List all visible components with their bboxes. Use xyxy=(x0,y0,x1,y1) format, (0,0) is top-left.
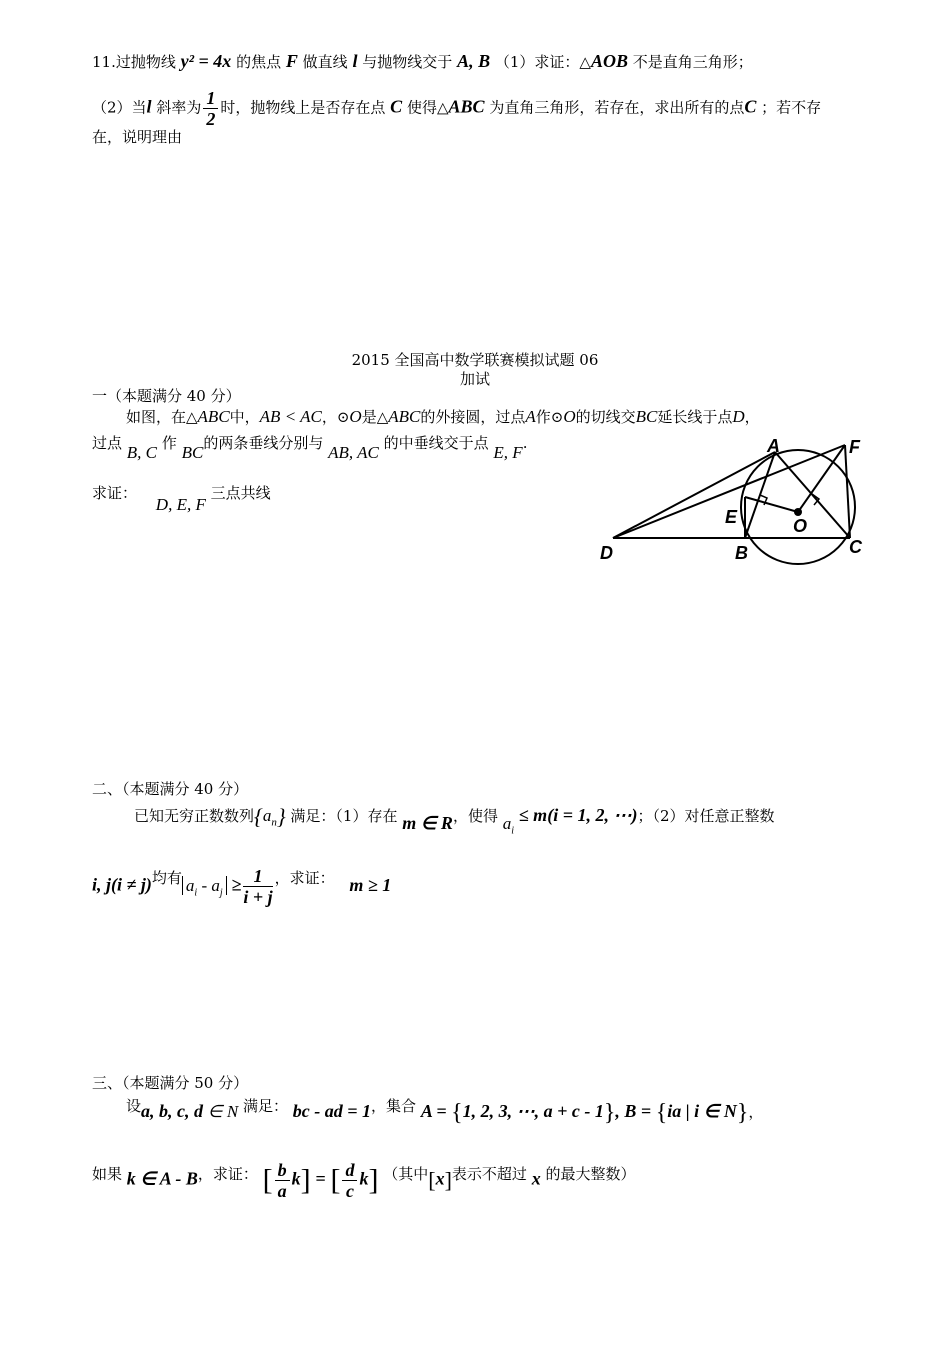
text-segment: 如果 xyxy=(92,1164,123,1183)
problem11-line2 xyxy=(92,88,821,129)
math-term: B, C xyxy=(126,443,158,462)
slope-fraction xyxy=(203,88,218,129)
fraction-denominator: 2 xyxy=(206,109,216,129)
fraction-numerator: b xyxy=(275,1160,290,1181)
math-term: ≥ xyxy=(231,874,242,895)
perp-c xyxy=(845,445,850,538)
figure-label-o: O xyxy=(793,516,808,536)
fraction-denominator: i + j xyxy=(243,887,273,907)
page-subtitle: 加试 xyxy=(459,370,490,388)
math-term: O xyxy=(349,407,362,426)
text-segment: 为直角三角形，若存在，求出所有的点 xyxy=(489,98,745,117)
text-segment: 作⊙ xyxy=(535,408,564,426)
fraction-numerator: d xyxy=(342,1160,357,1181)
text-segment: ，使得 xyxy=(452,807,498,825)
part2-line1: 已知无穷正数数列$\{a_n\}$ 满足：（1）存在 m ∈ R，使得 $a_i \le m(i = 1$, 2, ⋯)；（2）对任意正整数 xyxy=(134,804,775,837)
text-segment: 使得△ xyxy=(406,98,449,117)
text-segment: 斜率为 xyxy=(156,98,202,117)
line-label: l xyxy=(146,96,152,117)
math-subscript: n xyxy=(271,816,277,829)
math-term: m ≥ 1 xyxy=(349,874,392,895)
math-term: , B = xyxy=(615,1101,656,1121)
figure-label-a: A xyxy=(767,436,780,456)
problem11-line3: 在，说明理由 xyxy=(92,128,183,146)
part1-line2 xyxy=(92,432,528,462)
points-ab: A, B xyxy=(457,51,491,71)
text-segment: 时，抛物线上是否存在点 xyxy=(220,98,386,117)
text-segment: 做直线 xyxy=(302,53,348,71)
center-o-dot xyxy=(794,508,802,516)
math-term: E, F xyxy=(493,443,523,462)
fraction-numerator: 1 xyxy=(243,866,272,887)
point-c: C xyxy=(744,96,757,117)
math-term: i = 1, 2, ⋯ xyxy=(553,805,632,825)
text-segment: ，求证： xyxy=(197,1164,258,1183)
math-subscript: i xyxy=(194,886,198,898)
math-term: 1, 2, 3, ⋯, a + c - 1 xyxy=(462,1101,604,1121)
part2-heading: 二、（本题满分 40 分） xyxy=(92,780,249,798)
figure-label-f: F xyxy=(849,437,860,457)
text-segment: ；（2）对任意正整数 xyxy=(637,807,775,825)
circumcircle xyxy=(741,450,855,564)
sequence-set: $\{a_n\}$ xyxy=(254,804,286,830)
text-segment: ；若不存 xyxy=(761,98,822,117)
text-segment: ， xyxy=(744,408,760,426)
fraction xyxy=(275,1160,290,1201)
tangent-da xyxy=(613,452,775,538)
math-term: O xyxy=(563,407,576,426)
math-term: A xyxy=(525,407,536,426)
math-term: = xyxy=(315,1168,326,1189)
math-term: i, j xyxy=(92,874,112,895)
math-term: k xyxy=(291,1168,301,1189)
text-segment: 均有 xyxy=(151,868,182,887)
text-segment: ，⊙ xyxy=(321,408,350,426)
text-segment: （2）当 xyxy=(92,98,147,117)
parabola-equation: y² = 4x xyxy=(180,51,232,71)
fraction xyxy=(243,866,272,907)
math-term: a xyxy=(262,806,272,825)
text-segment: 的焦点 xyxy=(236,53,282,71)
text-segment: 已知无穷正数数列 xyxy=(134,807,255,825)
triangle-aob: AOB xyxy=(590,51,628,71)
math-term: m ∈ R xyxy=(402,813,453,833)
page-title: 2015 全国高中数学联赛模拟试题 06 xyxy=(351,351,599,369)
math-term: k xyxy=(359,1168,369,1189)
math-term: BC xyxy=(181,443,204,462)
line-label: l xyxy=(352,51,358,71)
focus-label: F xyxy=(285,51,298,71)
text-segment: 的中垂线交于点 xyxy=(383,434,489,452)
math-term: i ≠ j xyxy=(117,874,146,895)
geometry-figure xyxy=(595,435,875,570)
figure-label-e: E xyxy=(725,507,738,527)
text-segment: 过点 xyxy=(92,434,123,452)
text-segment: 三点共线 xyxy=(210,484,271,502)
point-c: C xyxy=(390,96,403,117)
part1-prove xyxy=(92,482,271,514)
math-term: ≤ m xyxy=(518,805,548,825)
fraction-numerator: 1 xyxy=(203,88,218,109)
math-term: ∈ N xyxy=(207,1102,239,1121)
part2-line2: i, j(i ≠ j)均有 $a_i - a_j$ ≥ $\frac{1}{i + j}$ ，求证： m ≥ 1 xyxy=(92,866,392,907)
math-term: a, b, c, d xyxy=(141,1101,204,1121)
text-segment: ，求证： xyxy=(274,868,335,887)
fraction-denominator: a xyxy=(277,1181,287,1201)
problem11-number: 11.过抛物线 xyxy=(92,53,176,71)
figure-label-b: B xyxy=(735,543,748,563)
math-term: a xyxy=(185,875,195,895)
math-term: ia | i ∈ N xyxy=(667,1101,737,1121)
part1-line1 xyxy=(126,406,760,428)
math-term: a xyxy=(502,814,512,833)
math-term: BC xyxy=(635,407,658,426)
fraction-denominator: c xyxy=(345,1181,354,1201)
text-segment: 中， xyxy=(229,408,260,426)
math-term: bc - ad = 1 xyxy=(292,1101,372,1121)
part3-line2: 如果 k ∈ A - B，求证： [ $\frac{b}{a}$ k] = [ $\frac{d}{c}$ k] （其中[x]表示不超过 x 的最大整数） xyxy=(92,1160,636,1201)
text-segment: 不是直角三角形； xyxy=(632,53,753,71)
problem11-line1 xyxy=(92,50,753,73)
math-term: AB, AC xyxy=(328,443,379,462)
text-segment: （1）求证：△ xyxy=(494,53,591,71)
math-term: ABC xyxy=(197,407,230,426)
math-term: AB < AC xyxy=(259,407,322,426)
figure-label-c: C xyxy=(849,537,862,557)
bisector-e xyxy=(745,497,798,512)
part3-line1: 设a, b, c, d ∈ N 满足： bc - ad = 1，集合 A = {1, 2, 3, ⋯, a + c - 1}, B = {ia | i ∈ N}， xyxy=(126,1097,764,1126)
text-segment: 的切线交 xyxy=(575,408,636,426)
text-segment: 作 xyxy=(161,434,177,452)
text-segment: （其中 xyxy=(383,1164,429,1183)
triangle-abc: ABC xyxy=(448,96,485,117)
text-segment: ，集合 xyxy=(371,1097,417,1115)
math-term: ABC xyxy=(388,407,421,426)
math-term: D, E, F xyxy=(155,495,206,514)
text-segment: 与抛物线交于 xyxy=(362,53,453,71)
text-segment: 满足：（1）存在 xyxy=(290,807,398,825)
text-segment: 求证： xyxy=(92,484,138,502)
text-segment: 如图，在△ xyxy=(126,408,198,426)
fraction xyxy=(342,1160,357,1201)
text-segment: 的外接圆，过点 xyxy=(420,408,526,426)
text-segment: 延长线于点 xyxy=(657,408,733,426)
part3-heading: 三、（本题满分 50 分） xyxy=(92,1074,249,1092)
text-segment: 表示不超过 xyxy=(451,1164,527,1183)
math-term: k ∈ A - B xyxy=(126,1168,198,1189)
part1-heading: 一（本题满分 40 分） xyxy=(92,387,241,405)
text-segment: 的最大整数） xyxy=(545,1164,636,1183)
math-term: x xyxy=(531,1168,541,1189)
math-term: A = xyxy=(420,1101,452,1121)
math-subscript: j xyxy=(219,886,223,898)
text-segment: 是△ xyxy=(361,408,389,426)
text-segment: . xyxy=(522,434,528,452)
math-term: D xyxy=(732,407,745,426)
figure-label-d: D xyxy=(600,543,613,563)
math-term: - a xyxy=(197,875,220,895)
text-segment: ， xyxy=(748,1103,764,1121)
text-segment: 设 xyxy=(126,1097,142,1115)
text-segment: 满足： xyxy=(242,1097,288,1115)
text-segment: 的两条垂线分别与 xyxy=(203,434,324,452)
math-term: x xyxy=(435,1168,445,1189)
math-subscript: i xyxy=(511,825,515,837)
